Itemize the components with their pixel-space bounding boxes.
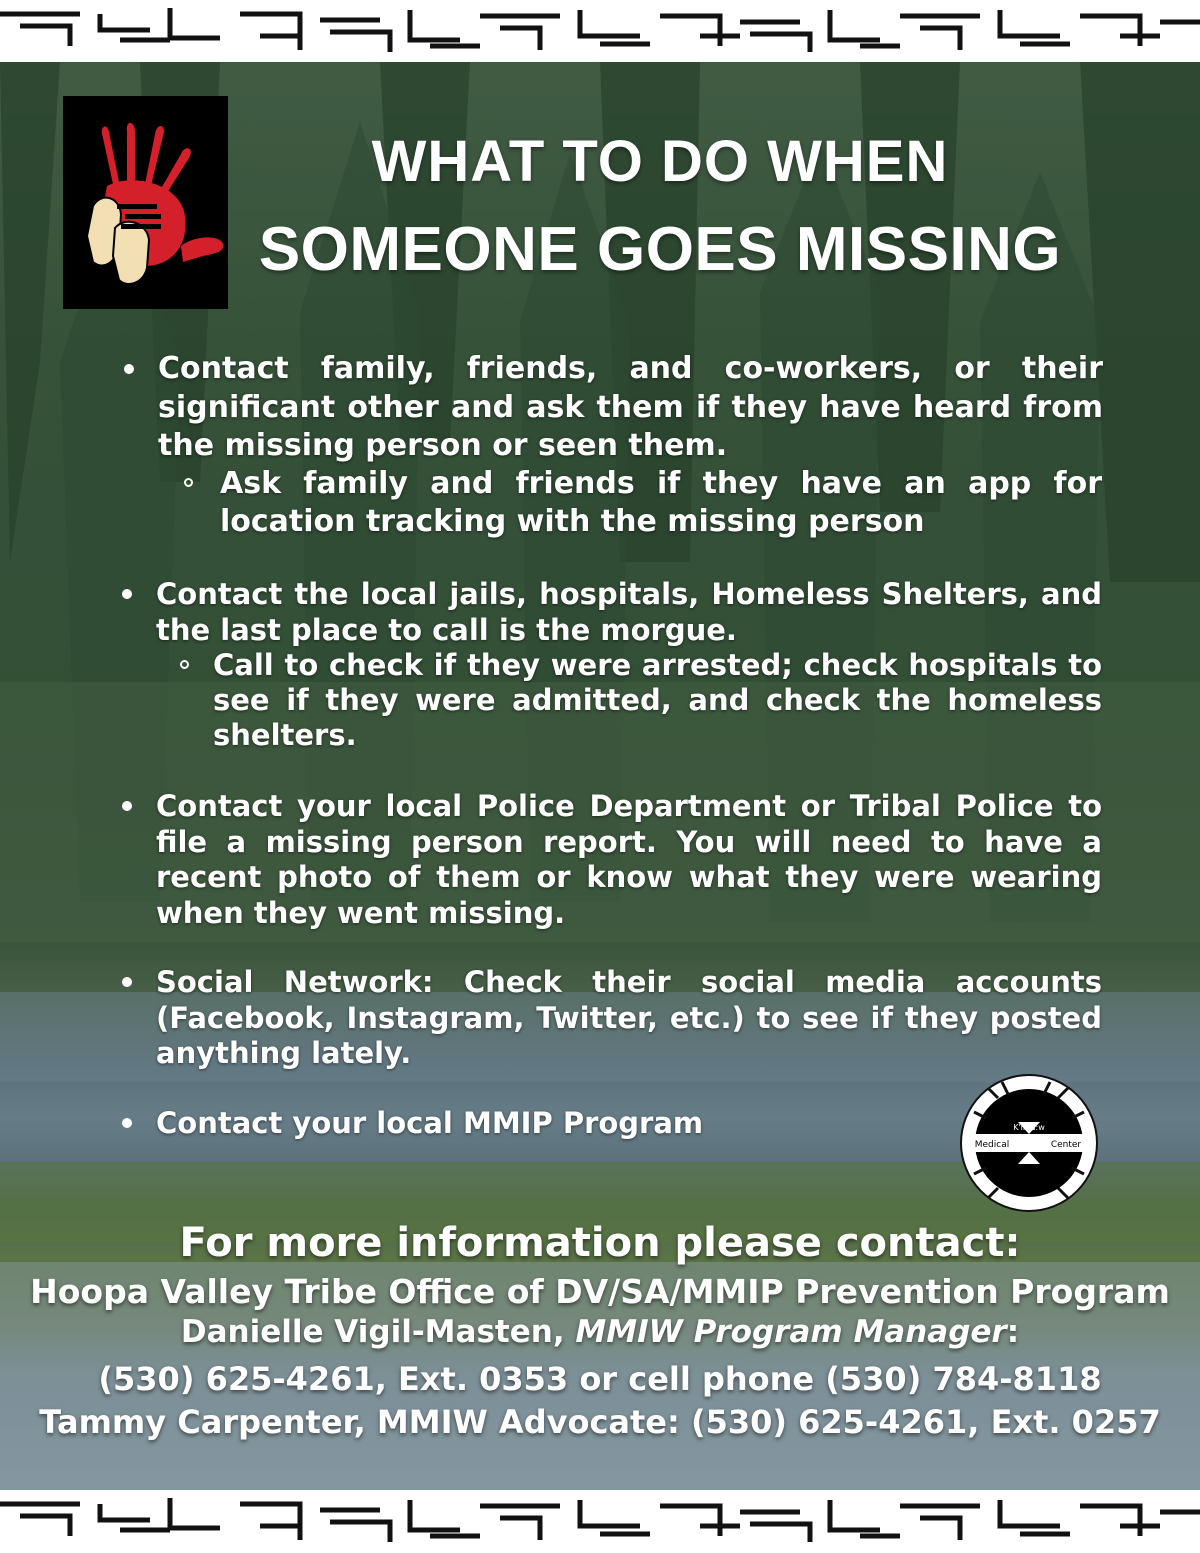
kimaw-medical-center-logo <box>958 1072 1100 1214</box>
bullet-item: Social Network: Check their social media accounts (Facebook, Instagram, Twitter, etc.) to see if they posted anything lately. <box>156 965 1102 1070</box>
manager-name: Danielle Vigil-Masten, <box>180 1314 576 1350</box>
heading-line-2: SOMEONE GOES MISSING <box>258 215 1062 284</box>
kimaw-medical-text: Medical <box>974 1140 1010 1150</box>
sub-bullet-item: Ask family and friends if they have an app for location tracking with the missing person <box>220 466 1102 539</box>
manager-role: MMIW Program Manager <box>575 1314 1007 1350</box>
bullet-dot <box>122 1118 132 1128</box>
kimaw-name-text: K'ima:w <box>1013 1123 1045 1132</box>
sub-bullet-ring <box>184 478 193 487</box>
heading-line-1: WHAT TO DO WHEN <box>371 129 949 194</box>
contact-advocate: Tammy Carpenter, MMIW Advocate: (530) 625-4261, Ext. 0257 <box>39 1403 1161 1441</box>
hand-mark-logo <box>63 96 228 309</box>
bottom-pattern-border <box>0 1490 1200 1552</box>
contact-organization: Hoopa Valley Tribe Office of DV/SA/MMIP Prevention Program <box>30 1272 1170 1311</box>
bullet-item: Contact your local MMIP Program <box>156 1106 704 1140</box>
sub-bullet-item: Call to check if they were arrested; check hospitals to see if they were admitted, and check the homeless shelters. <box>213 648 1102 752</box>
bullet-dot <box>122 801 132 811</box>
contact-heading: For more information please contact: <box>179 1220 1021 1266</box>
contact-manager-phone: (530) 625-4261, Ext. 0353 or cell phone (530) 784-8118 <box>98 1360 1102 1398</box>
manager-colon: : <box>1006 1314 1020 1350</box>
bullet-item: Contact your local Police Department or Tribal Police to file a missing person report. You will need to have a recent photo of them or know what they were wearing when they went missing. <box>156 789 1102 930</box>
bullet-dot <box>122 977 132 987</box>
sub-bullet-ring <box>180 660 189 669</box>
bullet-item: Contact family, friends, and co-workers, or their significant other and ask them if they have heard from the missing person or seen them. <box>158 351 1103 463</box>
top-pattern-border <box>0 0 1200 62</box>
contact-manager <box>0 1314 1200 1350</box>
bullet-dot <box>122 589 132 599</box>
bullet-item: Contact the local jails, hospitals, Homeless Shelters, and the last place to call is the morgue. <box>156 577 1102 647</box>
kimaw-center-text: Center <box>1050 1140 1082 1150</box>
bullet-dot <box>124 364 134 374</box>
